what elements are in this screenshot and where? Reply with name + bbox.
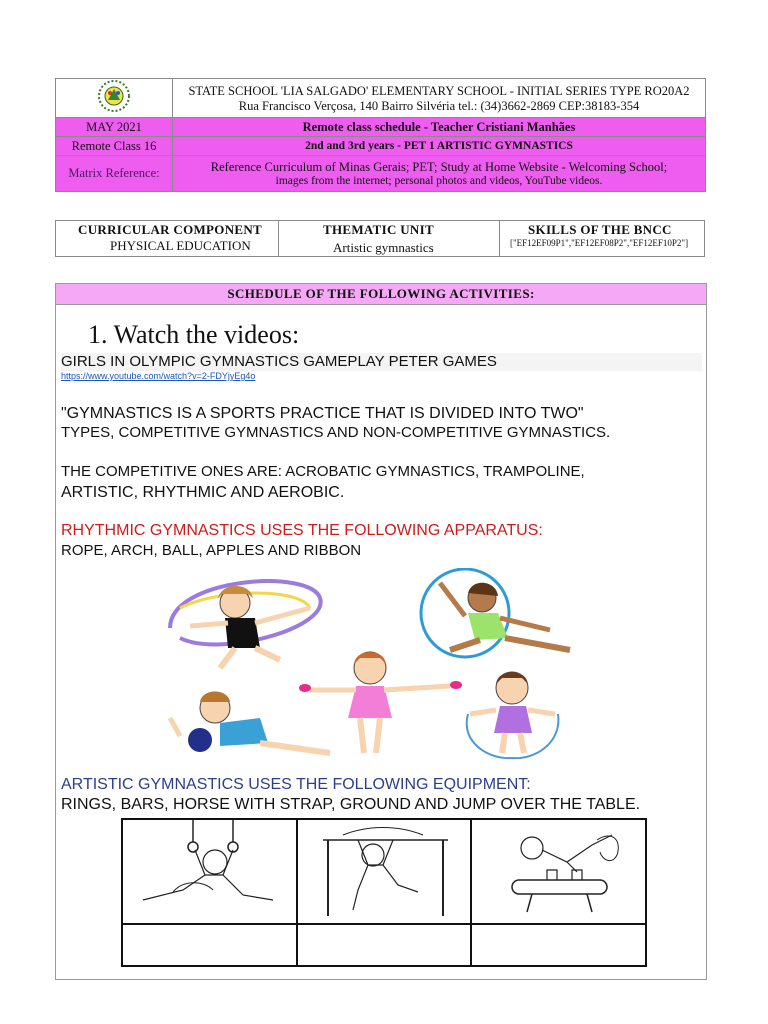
schedule-title: Remote class schedule - Teacher Cristiani Manhães bbox=[173, 118, 706, 137]
paragraph-1-line-1: "GYMNASTICS IS A SPORTS PRACTICE THAT IS DIVIDED INTO TWO" bbox=[61, 405, 584, 422]
paragraph-1-line-2: TYPES, COMPETITIVE GYMNASTICS AND NON-COMPETITIVE GYMNASTICS. bbox=[61, 424, 611, 441]
matrix-line-1: Reference Curriculum of Minas Gerais; PET; Study at Home Website - Welcoming School; bbox=[210, 159, 668, 174]
matrix-label: Matrix Reference: bbox=[56, 156, 173, 192]
school-info-cell bbox=[173, 79, 706, 118]
matrix-line-2: images from the internet; personal photos and videos, YouTube videos. bbox=[275, 174, 603, 187]
curricular-component-cell bbox=[56, 221, 279, 257]
pommel-horse-cell bbox=[471, 819, 646, 924]
month-cell: MAY 2021 bbox=[56, 118, 173, 137]
ribbon-gymnast-illustration bbox=[170, 581, 321, 668]
blank-cell-1 bbox=[122, 924, 297, 966]
hoop-gymnast-illustration bbox=[421, 569, 570, 657]
artistic-items: RINGS, BARS, HORSE WITH STRAP, GROUND AND JUMP OVER THE TABLE. bbox=[61, 796, 641, 813]
video-link[interactable]: https://www.youtube.com/watch?v=2-FDYjyEg4o bbox=[61, 371, 256, 381]
blank-cell-2 bbox=[297, 924, 472, 966]
equipment-table bbox=[121, 818, 647, 967]
logo-cell bbox=[56, 79, 173, 118]
rings-cell bbox=[122, 819, 297, 924]
rhythmic-gymnasts-illustration bbox=[160, 568, 600, 760]
watch-videos-heading: 1. Watch the videos: bbox=[88, 320, 300, 349]
rhythmic-heading: RHYTHMIC GYMNASTICS USES THE FOLLOWING APPARATUS: bbox=[61, 522, 543, 539]
ball-gymnast-illustration bbox=[170, 692, 330, 754]
clubs-gymnast-illustration bbox=[299, 652, 462, 753]
thematic-unit-value: Artistic gymnastics bbox=[333, 240, 434, 255]
school-name: STATE SCHOOL 'LIA SALGADO' ELEMENTARY SCHOOL - INITIAL SERIES TYPE RO20A2 bbox=[188, 83, 690, 98]
thematic-unit-cell bbox=[279, 221, 500, 257]
bars-cell bbox=[297, 819, 472, 924]
bncc-skills-value: ["EF12EF09P1","EF12EF08P2","EF12EF10P2"] bbox=[510, 238, 689, 248]
pommel-horse-illustration bbox=[472, 820, 643, 918]
bncc-skills-heading: SKILLS OF THE BNCC bbox=[528, 222, 672, 237]
activities-heading: SCHEDULE OF THE FOLLOWING ACTIVITIES: bbox=[56, 284, 706, 305]
blank-cell-3 bbox=[471, 924, 646, 966]
rings-illustration bbox=[123, 820, 294, 918]
years-cell: 2nd and 3rd years - PET 1 ARTISTIC GYMNASTICS bbox=[173, 137, 706, 156]
paragraph-2-line-2: ARTISTIC, RHYTHMIC AND AEROBIC. bbox=[61, 484, 345, 501]
school-logo bbox=[94, 79, 134, 113]
paragraph-2-line-1: THE COMPETITIVE ONES ARE: ACROBATIC GYMNASTICS, TRAMPOLINE, bbox=[61, 463, 585, 480]
curricular-component-heading: CURRICULAR COMPONENT bbox=[78, 222, 263, 237]
curricular-component-value: PHYSICAL EDUCATION bbox=[110, 238, 251, 253]
video-title: GIRLS IN OLYMPIC GYMNASTICS GAMEPLAY PETER GAMES bbox=[61, 353, 702, 371]
thematic-unit-heading: THEMATIC UNIT bbox=[323, 222, 434, 237]
class-cell: Remote Class 16 bbox=[56, 137, 173, 156]
bars-illustration bbox=[298, 820, 469, 918]
bncc-skills-cell bbox=[500, 221, 705, 257]
matrix-reference bbox=[173, 156, 706, 192]
header-table bbox=[55, 78, 706, 192]
curricular-table bbox=[55, 220, 705, 257]
artistic-heading: ARTISTIC GYMNASTICS USES THE FOLLOWING EQUIPMENT: bbox=[61, 776, 531, 793]
school-address: Rua Francisco Verçosa, 140 Bairro Silvéria tel.: (34)3662-2869 CEP:38183-354 bbox=[238, 98, 640, 113]
rhythmic-items: ROPE, ARCH, BALL, APPLES AND RIBBON bbox=[61, 542, 362, 559]
rope-gymnast-illustration bbox=[467, 672, 559, 758]
